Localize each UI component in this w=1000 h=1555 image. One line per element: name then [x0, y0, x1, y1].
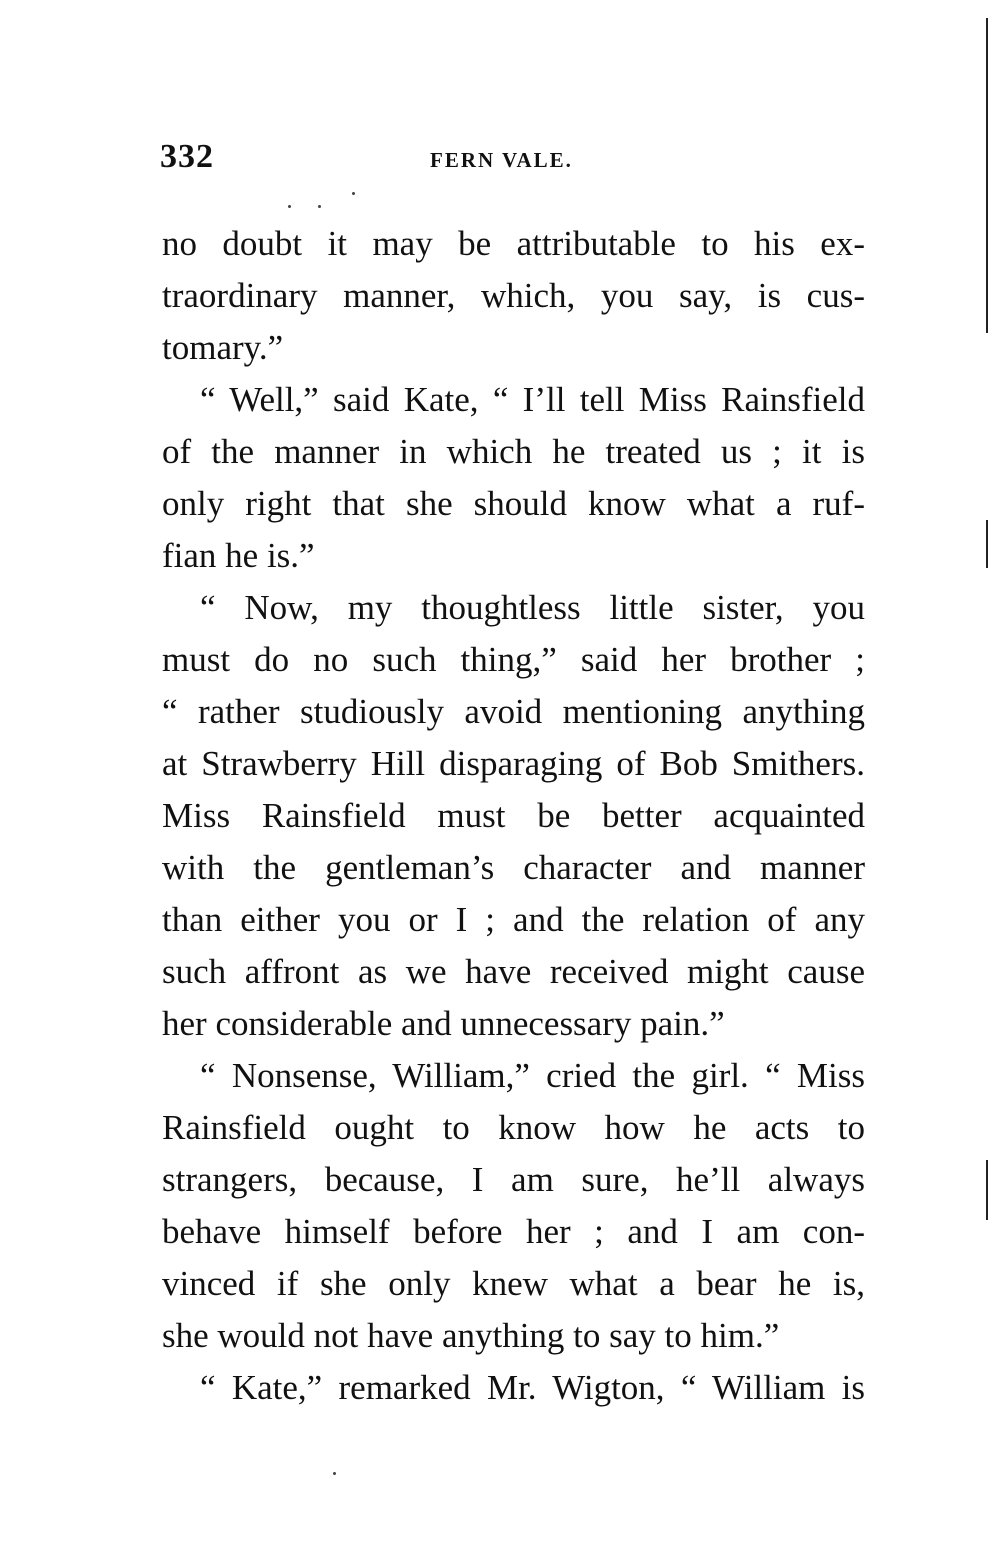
text-line: must do no such thing,” said her brother ; [162, 640, 865, 679]
page-number: 332 [160, 138, 214, 175]
text-line: “ Nonsense, William,” cried the girl. “ Miss [200, 1056, 865, 1095]
text-line: than either you or I ; and the relation of any [162, 900, 865, 939]
scan-edge-line [986, 1160, 988, 1220]
text-line: fian he is.” [162, 536, 315, 575]
scan-speck [288, 205, 291, 208]
scan-edge-line [986, 520, 988, 568]
text-line: of the manner in which he treated us ; it is [162, 432, 865, 471]
text-line: “ Well,” said Kate, “ I’ll tell Miss Rainsfield [200, 380, 865, 419]
running-title: FERN VALE. [430, 148, 573, 172]
text-line: no doubt it may be attributable to his ex- [162, 224, 865, 263]
text-line: she would not have anything to say to him.” [162, 1316, 780, 1355]
text-line: strangers, because, I am sure, he’ll always [162, 1160, 865, 1199]
page-body-text [162, 218, 865, 1414]
text-line: vinced if she only knew what a bear he is, [162, 1264, 865, 1303]
text-line: “ rather studiously avoid mentioning anything [162, 692, 865, 731]
text-line: “ Now, my thoughtless little sister, you [200, 588, 865, 627]
scan-speck [352, 192, 355, 195]
text-line: at Strawberry Hill disparaging of Bob Smithers. [162, 744, 865, 783]
text-line: behave himself before her ; and I am con- [162, 1212, 865, 1251]
text-line: tomary.” [162, 328, 284, 367]
text-line: Rainsfield ought to know how he acts to [162, 1108, 865, 1147]
scan-edge-line [986, 18, 988, 333]
scan-speck [333, 1472, 336, 1475]
text-line: such affront as we have received might cause [162, 952, 865, 991]
text-line: traordinary manner, which, you say, is cus- [162, 276, 865, 315]
text-line: with the gentleman’s character and manner [162, 848, 865, 887]
page-header [160, 138, 865, 178]
text-line: Miss Rainsfield must be better acquainted [162, 796, 865, 835]
scan-speck [318, 205, 321, 208]
text-line: only right that she should know what a ruf- [162, 484, 865, 523]
text-line: her considerable and unnecessary pain.” [162, 1004, 725, 1043]
text-line: “ Kate,” remarked Mr. Wigton, “ William is [200, 1368, 865, 1407]
